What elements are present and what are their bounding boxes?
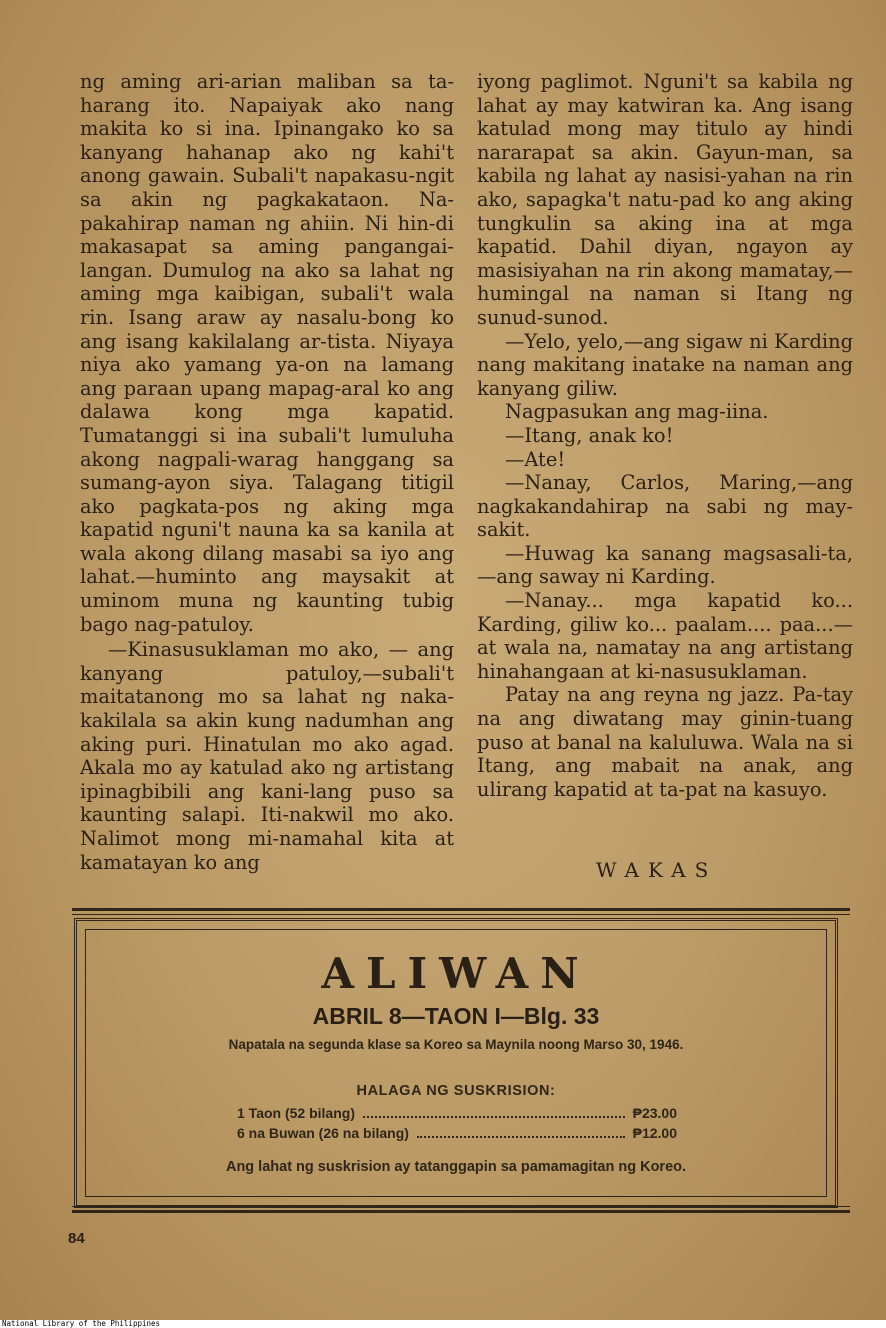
leader-dots <box>363 1106 625 1118</box>
leader-dots <box>417 1126 625 1138</box>
right-paragraph-8: —Nanay... mga kapatid ko... Karding, giliw ko... paalam.... paa...—at wala na, namatay na ang artistang hinahangaan at ki-nasusuklaman. <box>477 589 853 683</box>
right-text-column <box>477 70 853 801</box>
library-credit: National Library of the Philippines <box>2 1319 161 1328</box>
masthead-title: ALIWAN <box>321 949 591 998</box>
rate-row <box>237 1105 677 1125</box>
right-paragraph-1: iyong paglimot. Nguni't sa kabila ng lahat ay may katwiran ka. Ang isang katulad mong may titulo ay hindi nararapat sa akin. Gayun-man, sa kabila ng lahat ay nasisi-yahan na rin ako, sapagka't natu-pad ko ang aking tungkulin sa aking ina at mga kapatid. Dahil diyan, ngayon ay masisiyahan na rin akong mamatay,—humingal na naman si Itang ng sunud-sunod. <box>477 70 853 329</box>
rate-term: 6 na Buwan (26 na bilang) <box>237 1125 409 1141</box>
right-paragraph-7: —Huwag ka sanang magsasali-ta,—ang saway ni Karding. <box>477 541 853 589</box>
end-mark: WAKAS <box>596 858 718 882</box>
right-paragraph-6: —Nanay, Carlos, Maring,—ang nagkakandahirap na sabi ng may-sakit. <box>477 471 853 542</box>
rate-price: ₱23.00 <box>632 1105 677 1121</box>
right-paragraph-9: Patay na ang reyna ng jazz. Pa-tay na ang diwatang may ginin-tuang puso at banal na kaluluwa. Wala na si Itang, ang mabait na anak, ang ulirang kapatid at ta-pat na kasuyo. <box>477 683 853 801</box>
rate-price: ₱12.00 <box>632 1125 677 1141</box>
bottom-rule <box>72 1210 850 1213</box>
issue-line: ABRIL 8—TAON I—Blg. 33 <box>312 1003 600 1029</box>
top-rule <box>72 908 850 911</box>
left-paragraph-1: ng aming ari-arian maliban sa ta-harang ito. Napaiyak ako nang makita ko si ina. Ipinangako ko sa kanyang hahanap ako ng kahi't anong gawain. Subali't napakasu-ngit sa akin ng pagkakataon. Na-pakahirap naman ng ahiin. Ni hin-di makasapat sa aming pangangai-langan. Dumulog na ako sa lahat ng aming mga kaibigan, subali't wala rin. Isang araw ay nasalu-bong ko ang isang kakilalang ar-tista. Niyaya niya ako yamang ya-on na lamang ang paraan upang mapag-aral ko ang dalawa kong mga kapatid. Tumatanggi si ina subali't lumuluha akong nagpali-warag hanggang sa sumang-ayon siya. Talagang titigil ako pagkata-pos ng aking mga kapatid nguni't nauna ka sa kanila at wala akong dilang masabi sa iyo ang lahat.—huminto ang maysakit at uminom muna ng kaunting tubig bago nag-patuloy. <box>80 70 454 636</box>
subscription-heading: HALAGA NG SUSKRISION: <box>356 1083 556 1099</box>
right-paragraph-3: Nagpasukan ang mag-iina. <box>505 400 769 424</box>
page-number: 84 <box>68 1230 85 1247</box>
top-rule-thin <box>72 914 850 915</box>
left-paragraph-2: —Kinasusuklaman mo ako, — ang kanyang patuloy,—subali't maitatanong mo sa lahat ng naka-kakilala sa akin kung nadumhan ang aking puri. Hinatulan mo ako agad. Akala mo ay katulad ako ng artistang ipinagbibili ang kani-lang puso sa kaunting salapi. Iti-nakwil mo ako. Nalimot mong mi-namahal kita at kamatayan ko ang <box>80 638 454 874</box>
rate-term: 1 Taon (52 bilang) <box>237 1105 355 1121</box>
right-paragraph-2: —Yelo, yelo,—ang sigaw ni Karding nang makitang inatake na naman ang kanyang giliw. <box>477 329 853 400</box>
masthead-box <box>74 918 838 1208</box>
right-paragraph-5: —Ate! <box>505 447 566 471</box>
subscription-footer: Ang lahat ng suskrision ay tatanggapin sa pamamagitan ng Koreo. <box>225 1159 687 1175</box>
bottom-rule-thin <box>72 1206 850 1207</box>
left-text-column <box>80 70 454 874</box>
registration-note: Napatala na segunda klase sa Koreo sa Maynila noong Marso 30, 1946. <box>228 1037 684 1052</box>
rate-row <box>237 1125 677 1145</box>
right-paragraph-4: —Itang, anak ko! <box>505 423 674 447</box>
